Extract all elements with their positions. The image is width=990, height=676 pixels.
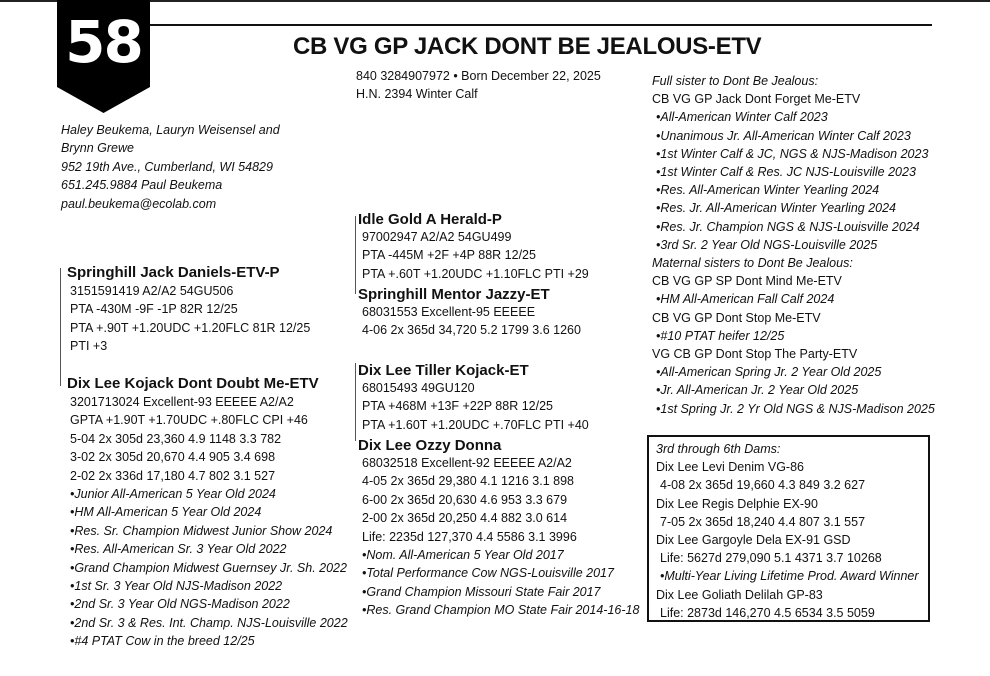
dam-dam-detail: 68032518 Excellent-92 EEEEE A2/A2 <box>362 456 572 470</box>
page-title: CB VG GP JACK DONT BE JEALOUS-ETV <box>293 33 762 60</box>
ancestor-dam-name: Dix Lee Regis Delphie EX-90 <box>656 496 818 511</box>
ancestor-dam-honor: •Multi-Year Living Lifetime Prod. Award Winner <box>660 569 919 584</box>
maternal-sisters-heading: Maternal sisters to Dont Be Jealous: <box>652 256 853 271</box>
maternal-sister-name: VG CB GP Dont Stop The Party-ETV <box>652 347 858 362</box>
sire-dam-block <box>358 286 581 340</box>
herd-number-line: H.N. 2394 Winter Calf <box>356 87 478 102</box>
sire-sire-name: Idle Gold A Herald-P <box>358 211 502 228</box>
registration-line: 840 3284907972 • Born December 22, 2025 <box>356 69 601 83</box>
sire-sire-bracket <box>355 216 356 294</box>
sire-detail: PTA -430M -9F -1P 82R 12/25 <box>70 302 238 317</box>
ancestor-dams-heading: 3rd through 6th Dams: <box>656 442 781 456</box>
dam-record: 5-04 2x 305d 23,360 4.9 1148 3.3 782 <box>70 431 282 446</box>
dam-honor: •Res. All-American Sr. 3 Year Old 2022 <box>70 542 287 557</box>
full-sister-honor: •1st Winter Calf & JC, NGS & NJS-Madison 2023 <box>656 146 929 161</box>
maternal-sister-name: CB VG GP Dont Stop Me-ETV <box>652 310 821 325</box>
dam-block <box>67 375 348 651</box>
dam-honor: •Res. Sr. Champion Midwest Junior Show 2024 <box>70 523 333 538</box>
dam-honor: •2nd Sr. 3 & Res. Int. Champ. NJS-Louisville 2022 <box>70 615 348 630</box>
dam-honor: •2nd Sr. 3 Year Old NGS-Madison 2022 <box>70 597 290 612</box>
dam-record: 2-02 2x 336d 17,180 4.7 802 3.1 527 <box>70 468 276 483</box>
sire-sire-block <box>358 211 589 283</box>
consignor-line: Brynn Grewe <box>61 141 134 156</box>
dam-sire-name: Dix Lee Tiller Kojack-ET <box>358 362 529 379</box>
sire-block <box>67 264 310 356</box>
consignor-block <box>61 121 280 213</box>
ancestor-dam-name: Dix Lee Levi Denim VG-86 <box>656 460 804 475</box>
full-sister-honor: •All-American Winter Calf 2023 <box>656 110 828 125</box>
full-sister-honor: •1st Winter Calf & Res. JC NJS-Louisville 2023 <box>656 165 916 180</box>
ancestor-dams-box <box>647 435 930 622</box>
consignor-line: Haley Beukema, Lauryn Weisensel and <box>61 123 280 137</box>
dam-dam-honor: •Res. Grand Champion MO State Fair 2014-16-18 <box>362 603 640 618</box>
consignor-address: 952 19th Ave., Cumberland, WI 54829 <box>61 159 273 174</box>
dam-dam-honor: •Nom. All-American 5 Year Old 2017 <box>362 548 564 563</box>
dam-dam-honor: •Grand Champion Missouri State Fair 2017 <box>362 584 601 599</box>
consignor-phone: 651.245.9884 Paul Beukema <box>61 178 223 193</box>
sire-dam-detail: 68031553 Excellent-95 EEEEE <box>362 305 536 319</box>
dam-honor: •1st Sr. 3 Year Old NJS-Madison 2022 <box>70 579 283 594</box>
maternal-sister-honor: •Jr. All-American Jr. 2 Year Old 2025 <box>656 383 859 398</box>
dam-dam-block <box>358 437 639 620</box>
header-rule <box>150 24 932 26</box>
dam-dam-name: Dix Lee Ozzy Donna <box>358 437 502 454</box>
maternal-sister-honor: •#10 PTAT heifer 12/25 <box>656 328 785 343</box>
dam-sire-detail: PTA +1.60T +1.20UDC +.70FLC PTI +40 <box>362 417 589 432</box>
consignor-email: paul.beukema@ecolab.com <box>61 196 217 211</box>
ancestor-dam-name: Dix Lee Goliath Delilah GP-83 <box>656 587 823 602</box>
dam-sire-block <box>358 362 589 434</box>
dam-dam-lifetime: Life: 2235d 127,370 4.4 5586 3.1 3996 <box>362 529 577 544</box>
ancestor-dam-record: Life: 2873d 146,270 4.5 6534 3.5 5059 <box>660 605 875 620</box>
dam-dam-honor: •Total Performance Cow NGS-Louisville 2017 <box>362 566 614 581</box>
dam-detail: 3201713024 Excellent-93 EEEEE A2/A2 <box>70 395 294 409</box>
dam-honor: •Grand Champion Midwest Guernsey Jr. Sh. 2022 <box>70 560 347 575</box>
dam-dam-record: 4-05 2x 365d 29,380 4.1 1216 3.1 898 <box>362 474 574 489</box>
sire-dam-record: 4-06 2x 365d 34,720 5.2 1799 3.6 1260 <box>362 323 581 338</box>
ancestor-dam-record: 7-05 2x 365d 18,240 4.4 807 3.1 557 <box>660 514 866 529</box>
dam-sire-detail: PTA +468M +13F +22P 88R 12/25 <box>362 399 553 414</box>
full-sister-name: CB VG GP Jack Dont Forget Me-ETV <box>652 92 861 107</box>
sire-sire-detail: 97002947 A2/A2 54GU499 <box>362 230 512 244</box>
sire-bracket <box>60 268 61 386</box>
sire-detail: PTI +3 <box>70 339 108 354</box>
full-sister-honor: •Res. All-American Winter Yearling 2024 <box>656 183 880 198</box>
full-sister-honor: •Res. Jr. Champion NGS & NJS-Louisville 2024 <box>656 219 920 234</box>
sire-sire-detail: PTA -445M +2F +4P 88R 12/25 <box>362 248 536 263</box>
sire-name: Springhill Jack Daniels-ETV-P <box>67 264 280 281</box>
maternal-sister-honor: •All-American Spring Jr. 2 Year Old 2025 <box>656 365 882 380</box>
dam-honor: •#4 PTAT Cow in the breed 12/25 <box>70 634 255 649</box>
maternal-sister-honor: •1st Spring Jr. 2 Yr Old NGS & NJS-Madison 2025 <box>656 401 935 416</box>
dam-name: Dix Lee Kojack Dont Doubt Me-ETV <box>67 375 319 392</box>
full-sister-honor: •3rd Sr. 2 Year Old NGS-Louisville 2025 <box>656 237 878 252</box>
dam-sire-bracket <box>355 363 356 441</box>
dam-honor: •HM All-American 5 Year Old 2024 <box>70 505 262 520</box>
ancestor-dam-name: Dix Lee Gargoyle Dela EX-91 GSD <box>656 533 851 548</box>
animal-info <box>356 67 601 104</box>
full-sister-honor: •Res. Jr. All-American Winter Yearling 2024 <box>656 201 897 216</box>
ancestor-dam-record: Life: 5627d 279,090 5.1 4371 3.7 10268 <box>660 551 882 566</box>
full-sister-honor: •Unanimous Jr. All-American Winter Calf 2023 <box>656 128 911 143</box>
ancestor-dam-record: 4-08 2x 365d 19,660 4.3 849 3.2 627 <box>660 478 866 493</box>
sire-dam-name: Springhill Mentor Jazzy-ET <box>358 286 550 303</box>
lot-number: 58 <box>65 8 142 76</box>
maternal-sister-honor: •HM All-American Fall Calf 2024 <box>656 292 835 307</box>
sisters-block <box>652 72 935 418</box>
sire-detail: PTA +.90T +1.20UDC +1.20FLC 81R 12/25 <box>70 320 311 335</box>
dam-honor: •Junior All-American 5 Year Old 2024 <box>70 487 276 502</box>
sire-sire-detail: PTA +.60T +1.20UDC +1.10FLC PTI +29 <box>362 266 589 281</box>
full-sister-heading: Full sister to Dont Be Jealous: <box>652 74 819 88</box>
dam-dam-record: 6-00 2x 365d 20,630 4.6 953 3.3 679 <box>362 492 568 507</box>
maternal-sister-name: CB VG GP SP Dont Mind Me-ETV <box>652 274 842 289</box>
dam-record: 3-02 2x 305d 20,670 4.4 905 3.4 698 <box>70 450 276 465</box>
dam-dam-record: 2-00 2x 365d 20,250 4.4 882 3.0 614 <box>362 511 568 526</box>
sire-detail: 3151591419 A2/A2 54GU506 <box>70 284 234 298</box>
dam-sire-detail: 68015493 49GU120 <box>362 381 475 395</box>
dam-detail: GPTA +1.90T +1.70UDC +.80FLC CPI +46 <box>70 413 308 428</box>
